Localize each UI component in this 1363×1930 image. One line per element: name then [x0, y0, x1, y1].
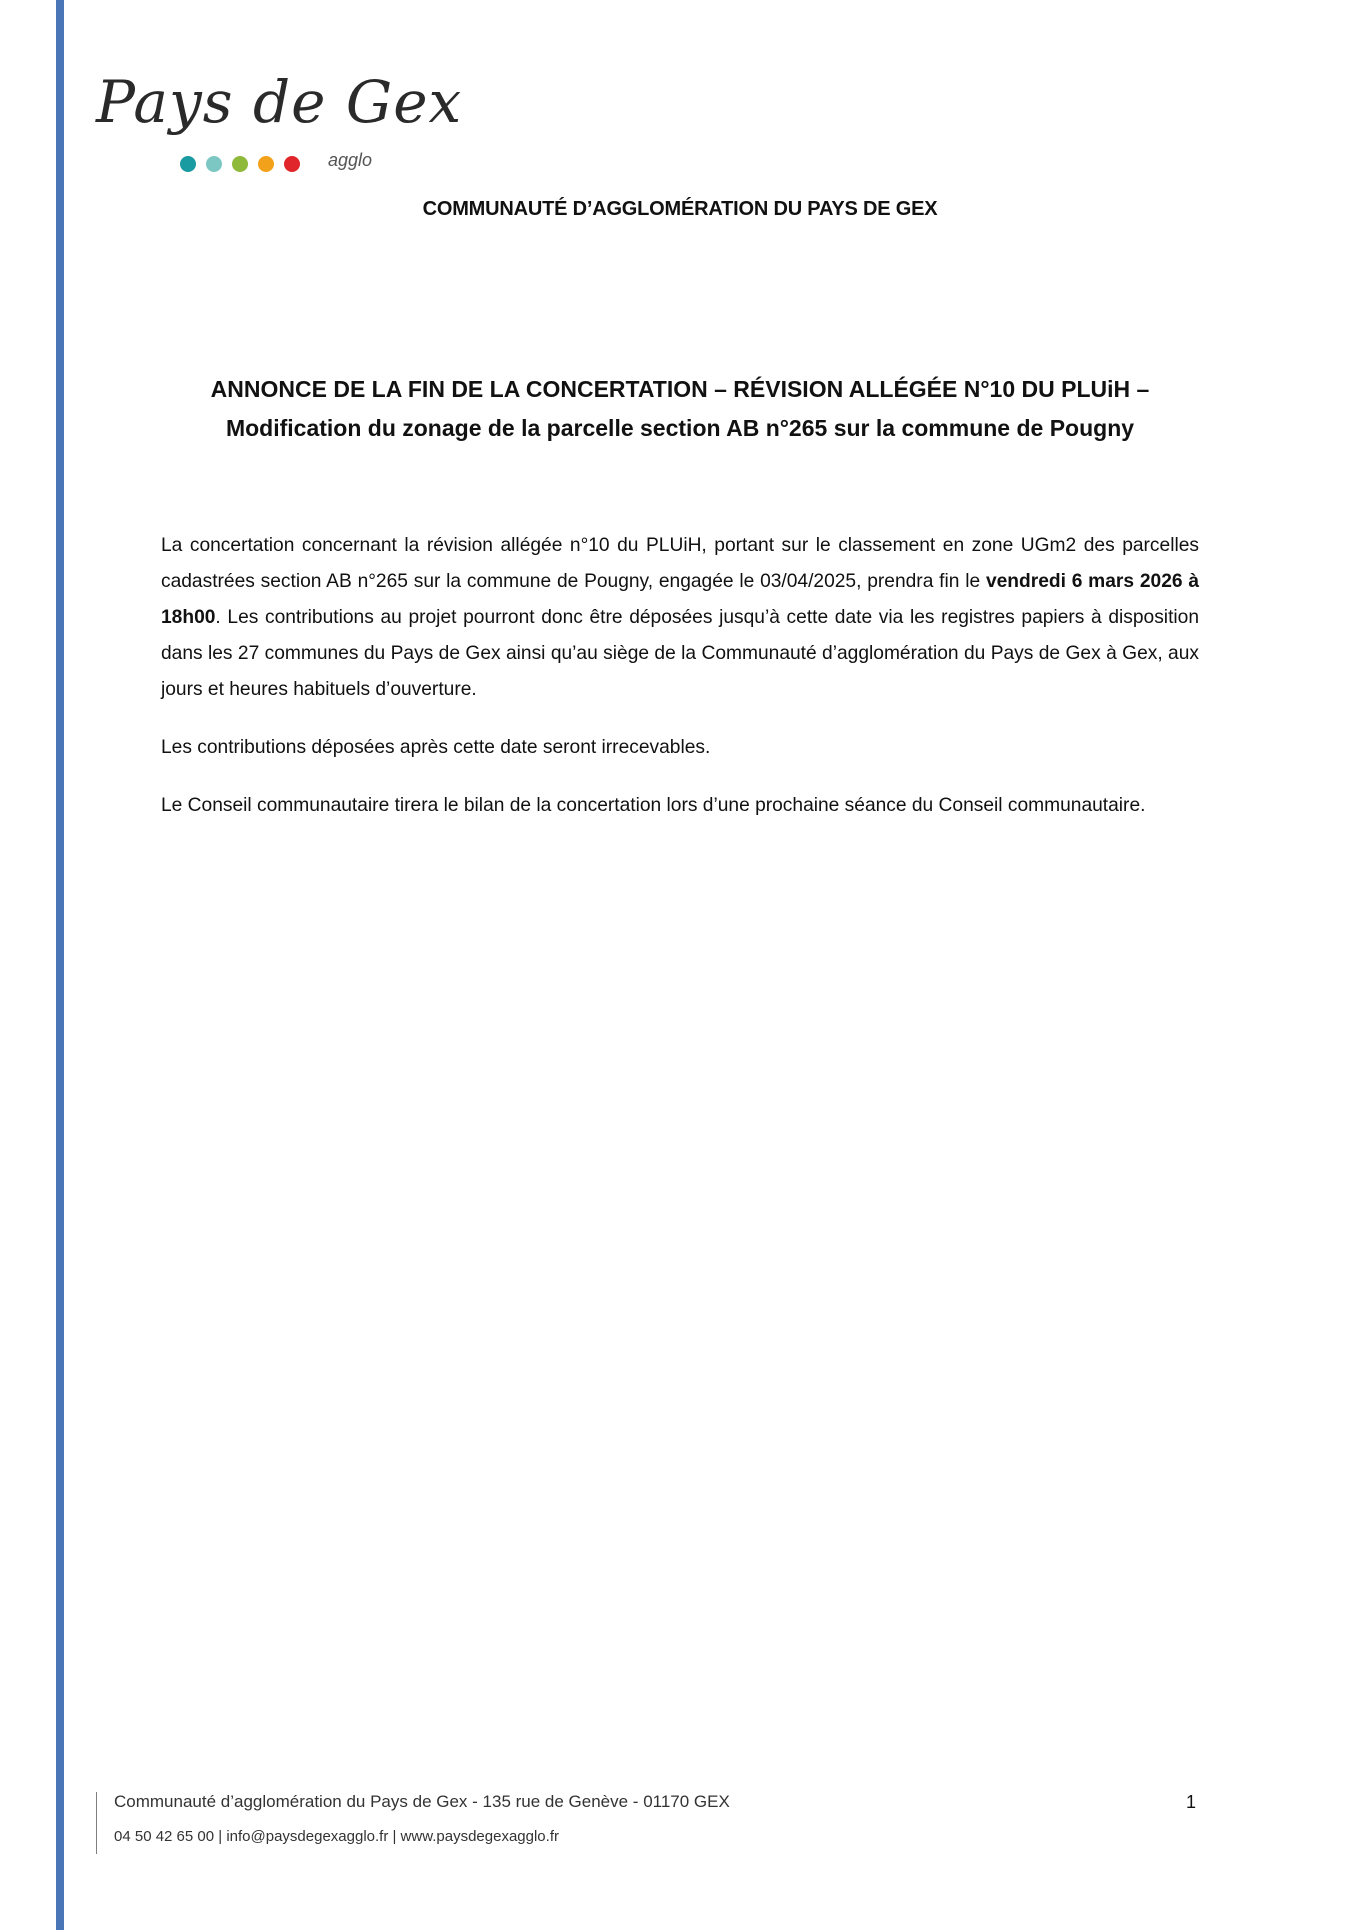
logo-sub-text: agglo — [328, 150, 373, 170]
footer-divider — [96, 1792, 97, 1854]
logo-dot — [258, 156, 274, 172]
logo-script-text: Pays de Gex — [96, 68, 463, 136]
body-paragraph-1 — [161, 528, 1199, 708]
page-footer — [96, 1780, 1246, 1860]
body-paragraph-1-text-b: . Les contributions au projet pourront donc être déposées jusqu’à cette date via les registres papiers à disposition dans les 27 communes du Pays de Gex ainsi qu’au siège de la Communauté d’agglomération du Pays de Gex à Gex, aux jours et heures habituels d’ouverture. — [161, 607, 1199, 700]
deadline-date: vendredi 6 mars 2026 à 18h00 — [161, 571, 1199, 628]
logo-dot — [232, 156, 248, 172]
logo-dot — [180, 156, 196, 172]
announcement-body — [161, 528, 1199, 846]
body-paragraph-1-text-a: La concertation concernant la révision allégée n°10 du PLUiH, portant sur le classement en zone UGm2 des parcelles cadastrées section AB n°265 sur la commune de Pougny, engagée le 03/04/2025, prendra fin le — [161, 535, 1199, 592]
left-margin-rule — [56, 0, 64, 1930]
announcement-title-line2: Modification du zonage de la parcelle section AB n°265 sur la commune de Pougny — [225, 415, 1135, 441]
announcement-title — [130, 370, 1230, 448]
page-number: 1 — [1185, 1792, 1196, 1812]
footer-contact: 04 50 42 65 00 | info@paysdegexagglo.fr | www.paysdegexagglo.fr — [114, 1828, 559, 1845]
body-paragraph-2: Les contributions déposées après cette date seront irrecevables. — [161, 737, 711, 758]
logo-dots — [180, 156, 300, 174]
footer-address: Communauté d’agglomération du Pays de Gex - 135 rue de Genève - 01170 GEX — [114, 1792, 730, 1811]
logo-dot — [284, 156, 300, 172]
pays-de-gex-logo — [96, 68, 463, 188]
announcement-title-line1: ANNONCE DE LA FIN DE LA CONCERTATION – RÉVISION ALLÉGÉE N°10 DU PLUiH – — [210, 376, 1150, 402]
logo-dot — [206, 156, 222, 172]
body-paragraph-3: Le Conseil communautaire tirera le bilan de la concertation lors d’une prochaine séance du Conseil communautaire. — [161, 795, 1146, 816]
organization-heading: COMMUNAUTÉ D’AGGLOMÉRATION DU PAYS DE GEX — [422, 198, 938, 220]
